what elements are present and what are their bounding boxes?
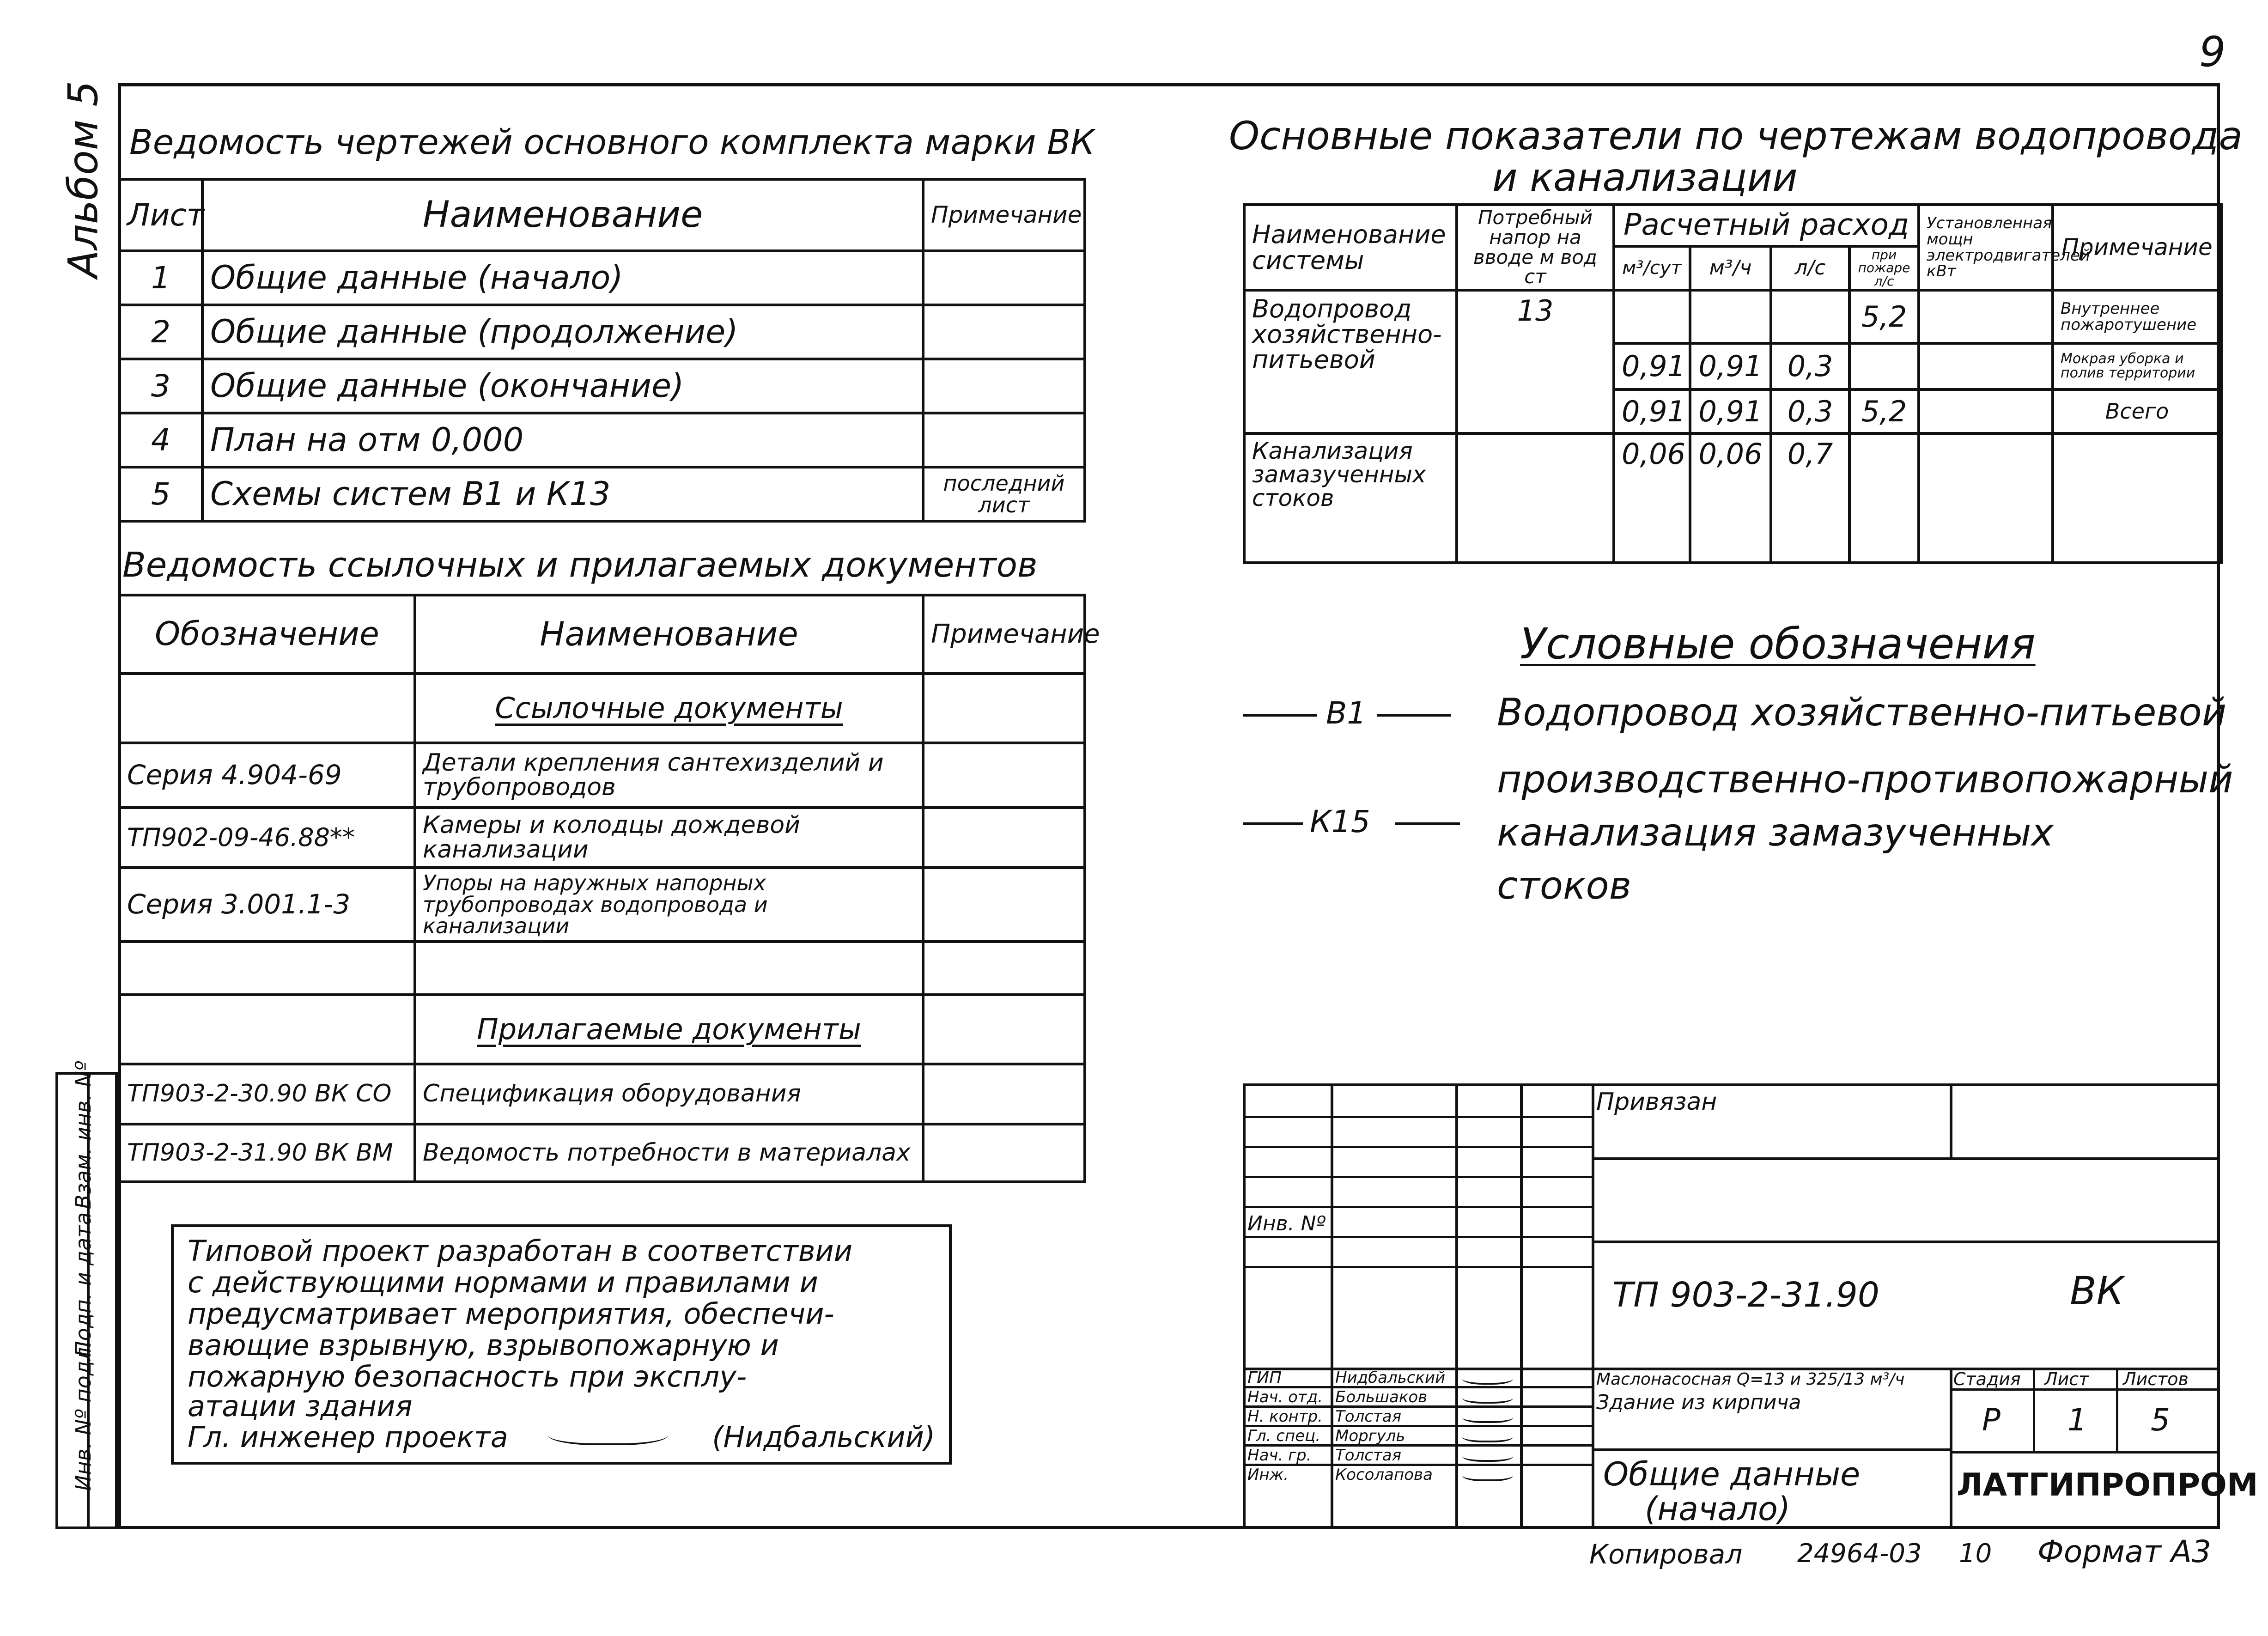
ref-header-name: Наименование [415, 595, 923, 674]
ind-header-power: Установленная мощн электродвигателей кВт [1919, 205, 2053, 290]
ind-power [1919, 343, 2053, 389]
ind-m3day: 0,91 [1614, 389, 1690, 433]
ind-fire [1849, 433, 1919, 563]
ind-header-fire: при пожаре л/с [1849, 246, 1919, 290]
indicators-title-line2: и канализации [1492, 155, 1798, 200]
tb-mark: ВК [2070, 1268, 2124, 1314]
engineer-signature [548, 1420, 668, 1445]
ind-fire: 5,2 [1849, 290, 1919, 343]
ind-system: Канализация замазученных стоков [1244, 433, 1457, 563]
ind-power [1919, 290, 2053, 343]
tb-role: Нач. отд. [1247, 1388, 1323, 1406]
legend-text-k15-l3: стоков [1497, 864, 1632, 908]
table-row [1244, 433, 2221, 563]
ref-name: Камеры и колодцы дождевой канализации [415, 808, 923, 868]
signature [1462, 1448, 1513, 1462]
ind-fire [1849, 343, 1919, 389]
table-row [119, 467, 1085, 521]
indicators-table [1243, 203, 2223, 564]
sheet-list-header-note: Примечание [923, 179, 1085, 251]
table-row [119, 1124, 1085, 1182]
tb-person: Нидбальский [1335, 1368, 1446, 1387]
tb-role: Инж. [1247, 1466, 1289, 1484]
sheet-list-header-name: Наименование [202, 179, 923, 251]
tb-role: Гл. спец. [1247, 1427, 1321, 1445]
ref-code: Серия 3.001.1-3 [119, 868, 415, 942]
ind-m3day: 0,91 [1614, 343, 1690, 389]
sheet-note [923, 305, 1085, 359]
ref-name: Упоры на наружных напорных трубопроводах водопровода и канализации [415, 868, 923, 942]
page-number: 9 [2199, 28, 2226, 76]
statement-line: предусматривает мероприятия, обеспечи- [188, 1297, 834, 1331]
ind-note: Всего [2053, 389, 2221, 433]
sheet-name: План на отм 0,000 [202, 413, 923, 467]
att-code: ТП903-2-31.90 ВК ВМ [119, 1124, 415, 1182]
ind-header-note: Примечание [2053, 205, 2221, 290]
ind-m3day: 0,06 [1614, 433, 1690, 563]
table-row [119, 743, 1085, 808]
tb-stage-label: Стадия [1953, 1369, 2021, 1389]
signature [1462, 1409, 1513, 1423]
footer-archive-sheet: 10 [1959, 1539, 1992, 1569]
sheet-list-title: Ведомость чертежей основного комплекта марки ВК [129, 122, 1095, 162]
sheet-no: 3 [119, 359, 202, 413]
tb-object-line1: Маслонасосная Q=13 и 325/13 м³/ч [1596, 1370, 1905, 1389]
legend-line-left [1243, 822, 1303, 825]
sheet-list-table [118, 178, 1086, 523]
legend-line-right [1395, 822, 1460, 825]
ref-docs-title: Ведомость ссылочных и прилагаемых документов [122, 545, 1038, 585]
legend-line-left [1243, 714, 1317, 717]
ind-note: Внутреннее пожаротушение [2053, 290, 2221, 343]
statement-line: Типовой проект разработан в соответствии [188, 1234, 852, 1268]
sheet-note [923, 251, 1085, 305]
tb-person: Толстая [1335, 1407, 1402, 1426]
att-code: ТП903-2-30.90 ВК СО [119, 1064, 415, 1124]
sheet-no: 2 [119, 305, 202, 359]
ind-head: 13 [1457, 290, 1614, 433]
ind-m3h [1690, 290, 1771, 343]
ind-fire: 5,2 [1849, 389, 1919, 433]
tb-sheet: 1 [2067, 1402, 2087, 1438]
engineer-label: Гл. инженер проекта [188, 1420, 508, 1454]
ind-m3h: 0,91 [1690, 389, 1771, 433]
ref-header-note: Примечание [923, 595, 1085, 674]
sheet-note [923, 359, 1085, 413]
ref-section-title [415, 674, 923, 743]
sheet-no: 5 [119, 467, 202, 521]
footer-archive-no: 24964-03 [1797, 1539, 1922, 1569]
statement-line: вающие взрывную, взрывопожарную и [188, 1328, 779, 1362]
signature [1462, 1429, 1513, 1442]
ind-ls: 0,3 [1771, 389, 1849, 433]
statement-box [171, 1224, 952, 1465]
tb-role: ГИП [1247, 1368, 1282, 1387]
ind-head [1457, 433, 1614, 563]
tb-sheets-label: Листов [2123, 1369, 2189, 1389]
tb-role: Н. контр. [1247, 1407, 1323, 1426]
statement-line: пожарную безопасность при эксплу- [188, 1360, 747, 1393]
legend-line-right [1377, 714, 1451, 717]
att-name: Спецификация оборудования [415, 1064, 923, 1124]
ind-header-flow: Расчетный расход [1614, 205, 1919, 246]
legend-code-b1: В1 [1326, 695, 1367, 731]
table-row [119, 251, 1085, 305]
tb-doc-code: ТП 903-2-31.90 [1612, 1275, 1879, 1315]
att-section-label: Прилагаемые документы [477, 1012, 861, 1046]
tb-person: Толстая [1335, 1446, 1402, 1465]
tb-object-line2: Здание из кирпича [1596, 1391, 1801, 1414]
album-label: Альбом 5 [59, 80, 107, 278]
ind-header-system: Наименование системы [1244, 205, 1457, 290]
sheet-name: Общие данные (начало) [202, 251, 923, 305]
ref-code: Серия 4.904-69 [119, 743, 415, 808]
legend-code-k15: К15 [1310, 804, 1370, 839]
tb-person: Косолапова [1335, 1466, 1433, 1484]
statement-line: атации здания [188, 1389, 413, 1423]
ind-ls: 0,7 [1771, 433, 1849, 563]
att-section-title [415, 995, 923, 1064]
ind-note: Мокрая уборка и полив территории [2053, 343, 2221, 389]
engineer-name: (Нидбальский) [712, 1420, 935, 1454]
tb-person: Большаков [1335, 1388, 1428, 1406]
ind-m3day [1614, 290, 1690, 343]
ind-power [1919, 433, 2053, 563]
ref-name: Детали крепления сантехизделий и трубопроводов [415, 743, 923, 808]
side-stamp-inv-podl: Инв. Nº подл. [71, 1340, 96, 1491]
tb-person: Моргуль [1335, 1427, 1405, 1445]
tb-role: Нач. гр. [1247, 1446, 1312, 1465]
ref-code: ТП902-09-46.88** [119, 808, 415, 868]
legend-title: Условные обозначения [1520, 619, 2036, 669]
ind-header-m3day: м³/сут [1614, 246, 1690, 290]
indicators-title-line1: Основные показатели по чертежам водопровода [1229, 113, 2243, 158]
legend-text-b1: Водопровод хозяйственно-питьевой [1497, 691, 2227, 735]
statement-line: с действующими нормами и правилами и [188, 1265, 818, 1299]
sheet-note [923, 413, 1085, 467]
ind-m3h: 0,06 [1690, 433, 1771, 563]
side-stamp-vzam-inv: Взам. инв. Nº [71, 1061, 96, 1209]
tb-org: ЛАТГИПРОПРОМ [1957, 1467, 2258, 1503]
table-row [119, 1064, 1085, 1124]
signature [1462, 1467, 1513, 1481]
tb-sheets: 5 [2151, 1402, 2170, 1438]
ind-note [2053, 433, 2221, 563]
table-row [119, 413, 1085, 467]
tb-sheet-title-line2: (начало) [1645, 1490, 1791, 1528]
ind-header-m3h: м³/ч [1690, 246, 1771, 290]
ind-ls: 0,3 [1771, 343, 1849, 389]
ref-docs-table [118, 594, 1100, 1183]
tb-privyazan: Привязан [1596, 1088, 1717, 1116]
ind-power [1919, 389, 2053, 433]
sheet-no: 4 [119, 413, 202, 467]
table-row [1244, 290, 2221, 343]
table-row [119, 359, 1085, 413]
tb-inv-no: Инв. Nº [1247, 1212, 1326, 1235]
signature [1462, 1370, 1513, 1385]
legend-text-k15-l2: канализация замазученных [1497, 811, 2054, 855]
legend-text-k15-l1: производственно-противопожарный [1497, 758, 2233, 802]
ind-m3h: 0,91 [1690, 343, 1771, 389]
tb-sheet-title-line1: Общие данные [1603, 1455, 1861, 1493]
footer-copied: Копировал [1589, 1539, 1743, 1570]
ind-ls [1771, 290, 1849, 343]
signature [1462, 1390, 1513, 1404]
ref-header-code: Обозначение [119, 595, 415, 674]
sheet-no: 1 [119, 251, 202, 305]
sheet-note: последний лист [923, 467, 1085, 521]
sheet-name: Общие данные (продолжение) [202, 305, 923, 359]
table-row [119, 305, 1085, 359]
footer-format: Формат А3 [2037, 1534, 2211, 1569]
sheet-name: Общие данные (окончание) [202, 359, 923, 413]
tb-sheet-label: Лист [2044, 1369, 2089, 1389]
tb-stage: Р [1982, 1402, 2000, 1438]
ref-section-label: Ссылочные документы [495, 691, 843, 725]
att-name: Ведомость потребности в материалах [415, 1124, 923, 1182]
sheet-name: Схемы систем В1 и К13 [202, 467, 923, 521]
ind-header-ls: л/с [1771, 246, 1849, 290]
table-row [119, 868, 1085, 942]
table-row [119, 808, 1085, 868]
sheet-list-header-sheet: Лист [119, 179, 202, 251]
ind-system: Водопровод хозяйственно-питьевой [1244, 290, 1457, 433]
side-stamp-podp-data: Подп. и дата [71, 1212, 96, 1357]
ind-header-head: Потребный напор на вводе м вод ст [1457, 205, 1614, 290]
